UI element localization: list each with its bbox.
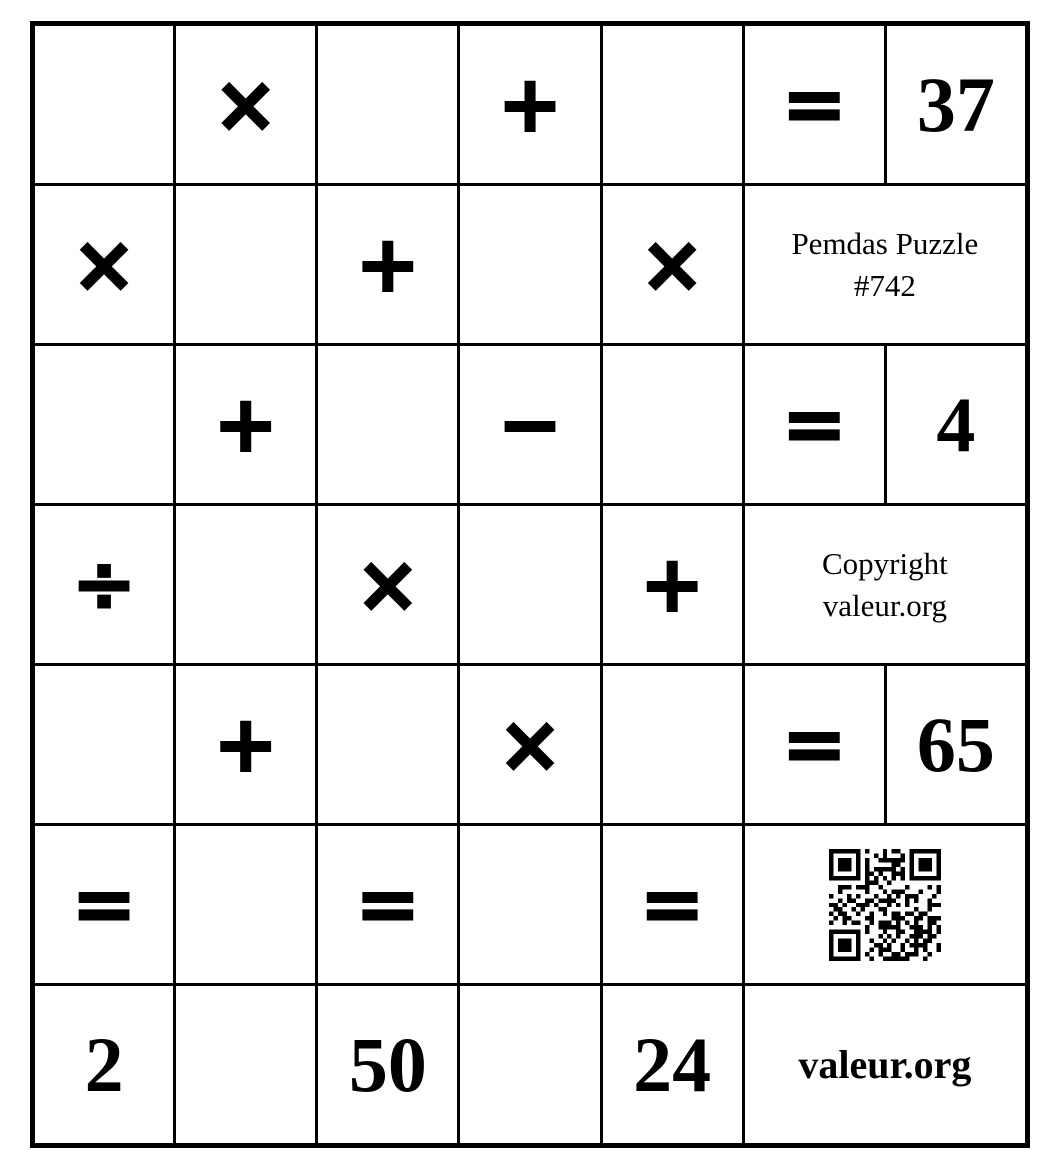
- grid-row-1: [33, 24, 1028, 185]
- shaded-cell: [175, 825, 317, 985]
- op-plus: +: [601, 505, 743, 665]
- op-multiply: ×: [317, 505, 459, 665]
- op-plus: +: [317, 185, 459, 345]
- op-multiply: ×: [175, 24, 317, 185]
- puzzle-title-line2: #742: [853, 267, 916, 303]
- copyright-line1: Copyright: [821, 545, 948, 581]
- op-equals: =: [743, 665, 885, 825]
- shaded-cell: [175, 185, 317, 345]
- op-plus: +: [175, 345, 317, 505]
- grid-row-2: [33, 185, 1028, 345]
- op-equals: =: [317, 825, 459, 985]
- op-equals: =: [743, 24, 885, 185]
- result-value: 24: [601, 985, 743, 1146]
- grid-row-4: [33, 505, 1028, 665]
- result-value: 65: [885, 665, 1027, 825]
- grid-row-3: [33, 345, 1028, 505]
- answer-cell[interactable]: [317, 345, 459, 505]
- answer-cell[interactable]: [601, 24, 743, 185]
- answer-cell[interactable]: [317, 665, 459, 825]
- result-value: 2: [33, 985, 175, 1146]
- answer-cell[interactable]: [33, 345, 175, 505]
- op-minus: −: [459, 345, 601, 505]
- grid-row-5: [33, 665, 1028, 825]
- shaded-cell: [175, 985, 317, 1146]
- puzzle-title-line1: Pemdas Puzzle: [791, 225, 979, 261]
- shaded-cell: [459, 985, 601, 1146]
- op-multiply: ×: [459, 665, 601, 825]
- qr-code: [829, 849, 941, 961]
- op-plus: +: [459, 24, 601, 185]
- answer-cell[interactable]: [33, 665, 175, 825]
- result-value: 37: [885, 24, 1027, 185]
- shaded-cell: [175, 505, 317, 665]
- grid-row-6: [33, 825, 1028, 985]
- shaded-cell: [459, 825, 601, 985]
- op-equals: =: [601, 825, 743, 985]
- answer-cell[interactable]: [601, 665, 743, 825]
- brand-name: valeur.org: [743, 985, 1027, 1146]
- puzzle-title: [743, 185, 1027, 345]
- op-equals: =: [33, 825, 175, 985]
- result-value: 4: [885, 345, 1027, 505]
- op-plus: +: [175, 665, 317, 825]
- copyright-notice: [743, 505, 1027, 665]
- op-multiply: ×: [601, 185, 743, 345]
- result-value: 50: [317, 985, 459, 1146]
- answer-cell[interactable]: [33, 24, 175, 185]
- copyright-line2: valeur.org: [822, 587, 947, 623]
- shaded-cell: [459, 505, 601, 665]
- op-divide: ÷: [33, 505, 175, 665]
- op-multiply: ×: [33, 185, 175, 345]
- op-equals: =: [743, 345, 885, 505]
- shaded-cell: [459, 185, 601, 345]
- answer-cell[interactable]: [317, 24, 459, 185]
- grid-row-7: [33, 985, 1028, 1146]
- qr-cell: [743, 825, 1027, 985]
- answer-cell[interactable]: [601, 345, 743, 505]
- puzzle-grid: [30, 21, 1030, 1148]
